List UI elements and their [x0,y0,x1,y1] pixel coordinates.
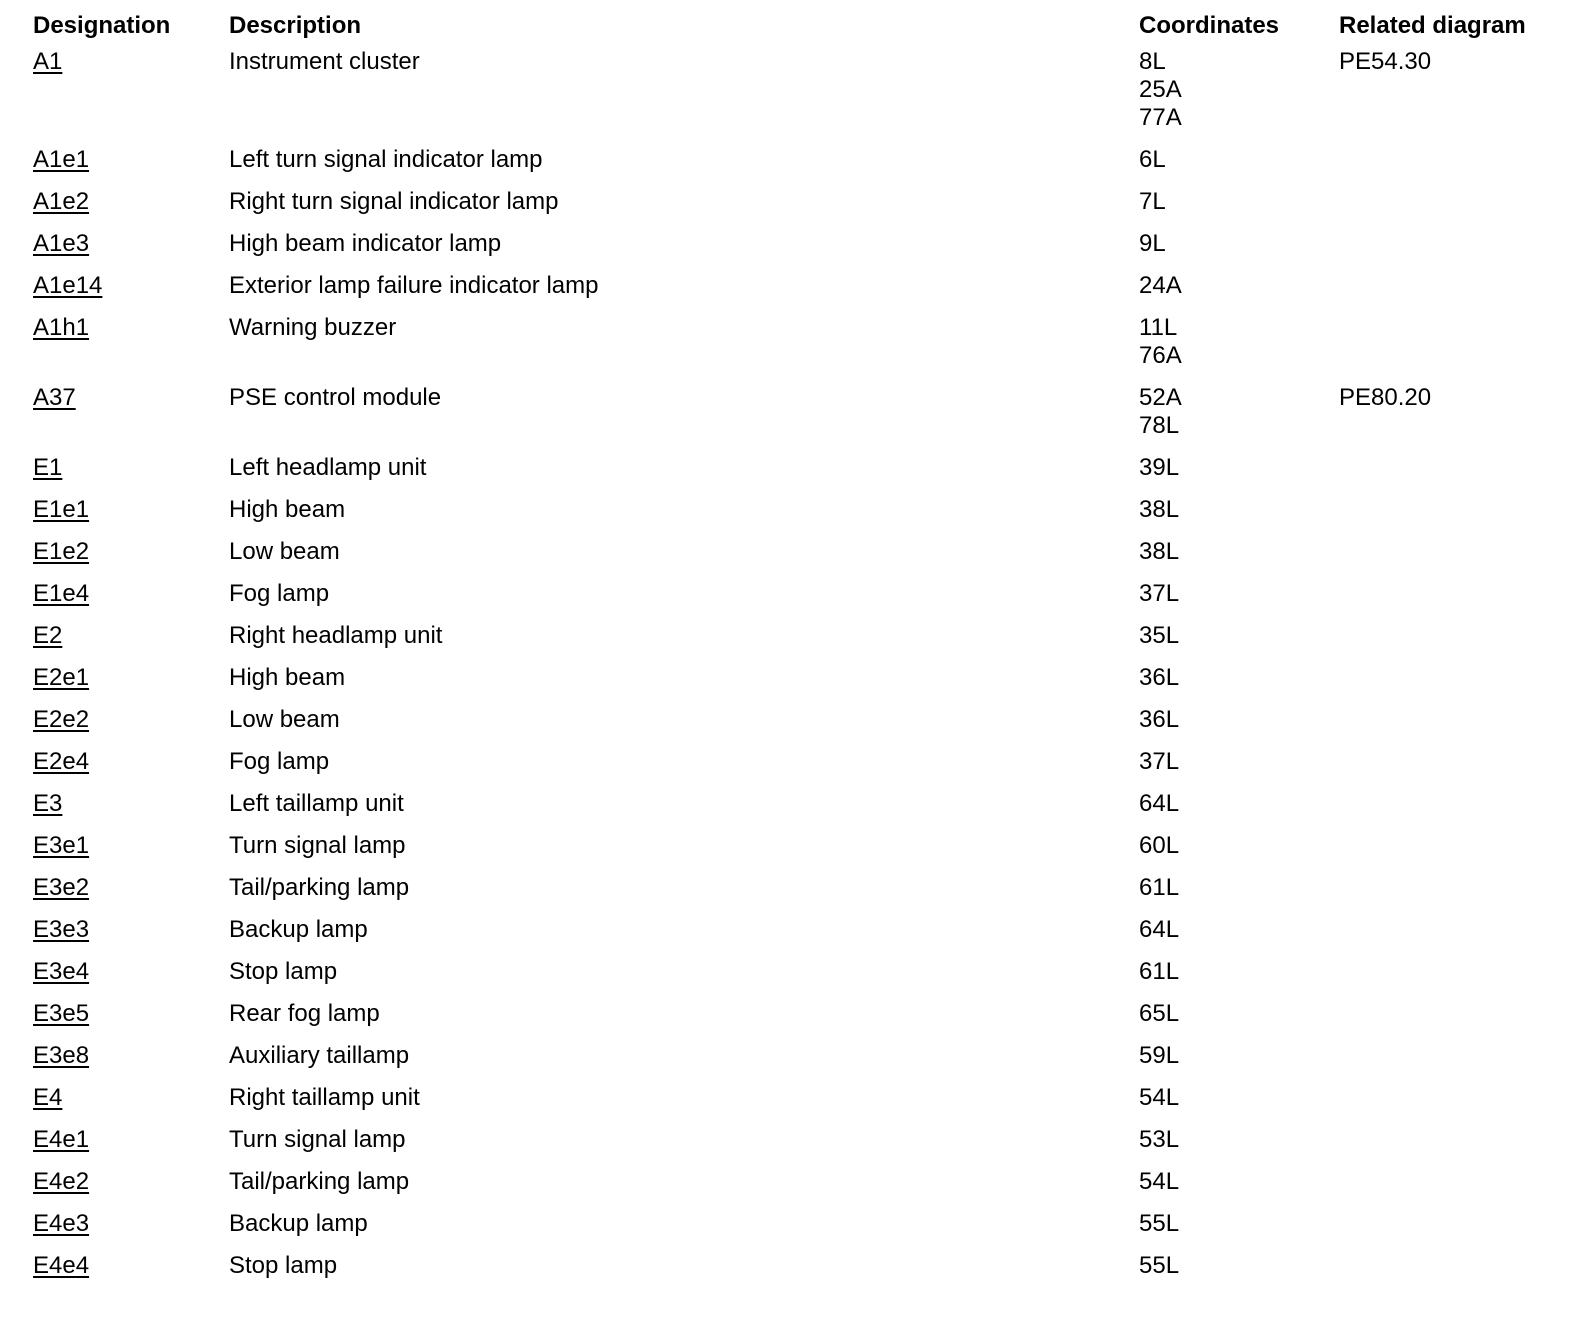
designation-link[interactable]: E4e1 [33,1126,90,1153]
related-diagram-cell [1339,496,1584,538]
table-row [0,1126,1584,1168]
coordinate-value: 37L [1139,580,1180,607]
header-row [0,12,1584,48]
designation-cell [33,748,229,790]
designation-link[interactable]: E1 [33,454,63,481]
row-spacer [0,706,33,748]
coordinates-cell [1139,874,1339,916]
coordinates-cell [1139,748,1339,790]
designation-link[interactable]: A37 [33,384,76,411]
related-diagram-cell [1339,874,1584,916]
coordinates-cell [1139,832,1339,874]
coordinates-cell [1139,188,1339,230]
row-spacer [0,1042,33,1084]
designation-cell [33,1042,229,1084]
description-cell: Stop lamp [229,958,338,985]
coordinate-value: 38L [1139,538,1180,565]
description-cell: Fog lamp [229,748,330,775]
related-diagram-cell [1339,538,1584,580]
related-diagram-cell [1339,748,1584,790]
table-row [0,916,1584,958]
row-spacer [0,790,33,832]
designation-link[interactable]: E2e2 [33,706,90,733]
coordinates-cell [1139,1000,1339,1042]
coordinates-cell [1139,790,1339,832]
designation-link[interactable]: A1e2 [33,188,90,215]
table-row [0,874,1584,916]
description-cell: Low beam [229,706,340,733]
coordinate-value: 36L [1139,664,1180,691]
designation-cell [33,496,229,538]
row-spacer [0,748,33,790]
description-cell: PSE control module [229,384,442,411]
row-spacer [0,454,33,496]
description-cell: Right headlamp unit [229,622,443,649]
coordinate-value: 6L [1139,146,1166,173]
table-row [0,706,1584,748]
designation-link[interactable]: A1e1 [33,146,90,173]
designation-cell [33,384,229,454]
component-legend-table [0,12,1584,1294]
table-row [0,1168,1584,1210]
description-cell: Backup lamp [229,1210,368,1237]
related-diagram-cell [1339,958,1584,1000]
description-cell: High beam [229,496,346,523]
row-spacer [0,916,33,958]
description-cell: Exterior lamp failure indicator lamp [229,272,599,299]
table-row [0,664,1584,706]
table-row [0,1000,1584,1042]
coordinate-value: 52A [1139,384,1182,411]
table-row [0,146,1584,188]
description-cell: Tail/parking lamp [229,874,410,901]
row-spacer [0,384,33,454]
designation-cell [33,1168,229,1210]
row-spacer [0,538,33,580]
table-row [0,496,1584,538]
coordinate-value: 54L [1139,1168,1180,1195]
row-spacer [0,958,33,1000]
description-cell: Low beam [229,538,340,565]
header-related-diagram: Related diagram [1339,12,1526,39]
table-row [0,314,1584,384]
description-cell: High beam indicator lamp [229,230,502,257]
related-diagram-cell [1339,1126,1584,1168]
table-row [0,188,1584,230]
description-cell: Rear fog lamp [229,1000,380,1027]
table-row [0,1042,1584,1084]
coordinate-value: 36L [1139,706,1180,733]
description-cell: High beam [229,664,346,691]
row-spacer [0,580,33,622]
table-body [0,48,1584,1294]
coordinates-cell [1139,48,1339,146]
row-spacer [0,664,33,706]
designation-cell [33,188,229,230]
header-coordinates: Coordinates [1139,12,1280,39]
table-row [0,958,1584,1000]
row-spacer [0,48,33,146]
coordinate-value: 61L [1139,874,1180,901]
designation-link[interactable]: E3e3 [33,916,90,943]
coordinate-value: 38L [1139,496,1180,523]
related-diagram-cell [1339,1084,1584,1126]
designation-link[interactable]: E2 [33,622,63,649]
header-description: Description [229,12,362,39]
table-row [0,230,1584,272]
table-row [0,454,1584,496]
designation-cell [33,1210,229,1252]
designation-link[interactable]: E4 [33,1084,63,1111]
coordinates-cell [1139,664,1339,706]
coordinates-cell [1139,580,1339,622]
description-cell: Turn signal lamp [229,1126,406,1153]
description-cell: Instrument cluster [229,48,420,75]
designation-cell [33,230,229,272]
related-diagram-cell [1339,580,1584,622]
coordinate-value: 39L [1139,454,1180,481]
description-cell: Left headlamp unit [229,454,427,481]
row-spacer [0,622,33,664]
related-diagram-cell [1339,1168,1584,1210]
coordinate-value: 60L [1139,832,1180,859]
coordinates-cell [1139,230,1339,272]
table-header [0,12,1584,48]
coordinate-value: 61L [1139,958,1180,985]
designation-link[interactable]: A1e3 [33,230,90,257]
designation-cell [33,874,229,916]
table-row [0,580,1584,622]
coordinates-cell [1139,272,1339,314]
related-diagram-cell: PE54.30 [1339,48,1432,75]
coordinates-cell [1139,1210,1339,1252]
row-spacer [0,314,33,384]
coordinates-cell [1139,496,1339,538]
table-row [0,1084,1584,1126]
related-diagram-cell [1339,790,1584,832]
designation-cell [33,916,229,958]
coordinates-cell [1139,1252,1339,1294]
row-spacer [0,272,33,314]
coordinate-value: 55L [1139,1210,1180,1237]
row-spacer [0,1000,33,1042]
coordinates-cell [1139,538,1339,580]
description-cell: Auxiliary taillamp [229,1042,410,1069]
coordinate-value: 76A [1139,342,1182,369]
designation-cell [33,1084,229,1126]
description-cell: Fog lamp [229,580,330,607]
description-cell: Left taillamp unit [229,790,404,817]
row-spacer [0,1126,33,1168]
coordinate-value: 25A [1139,76,1182,103]
designation-cell [33,1252,229,1294]
coordinate-value: 64L [1139,916,1180,943]
description-cell: Left turn signal indicator lamp [229,146,543,173]
description-cell: Stop lamp [229,1252,338,1279]
coordinates-cell [1139,916,1339,958]
related-diagram-cell [1339,314,1584,384]
coordinate-value: 9L [1139,230,1166,257]
designation-cell [33,1000,229,1042]
description-cell: Warning buzzer [229,314,397,341]
table-row [0,538,1584,580]
designation-link[interactable]: E3e4 [33,958,90,985]
table-row [0,384,1584,454]
table-row [0,832,1584,874]
description-cell: Turn signal lamp [229,832,406,859]
coordinates-cell [1139,1126,1339,1168]
description-cell: Right turn signal indicator lamp [229,188,559,215]
row-spacer [0,188,33,230]
coordinate-value: 37L [1139,748,1180,775]
table-row [0,790,1584,832]
header-spacer [0,12,33,48]
related-diagram-cell [1339,664,1584,706]
designation-cell [33,832,229,874]
coordinates-cell [1139,1084,1339,1126]
related-diagram-cell [1339,230,1584,272]
designation-cell [33,272,229,314]
related-diagram-cell [1339,916,1584,958]
coordinates-cell [1139,146,1339,188]
designation-link[interactable]: E4e2 [33,1168,90,1195]
coordinate-value: 64L [1139,790,1180,817]
row-spacer [0,1210,33,1252]
table-row [0,1210,1584,1252]
row-spacer [0,1252,33,1294]
coordinates-cell [1139,1042,1339,1084]
designation-cell [33,958,229,1000]
row-spacer [0,146,33,188]
related-diagram-cell [1339,272,1584,314]
designation-cell [33,580,229,622]
designation-cell [33,664,229,706]
coordinates-cell [1139,958,1339,1000]
row-spacer [0,874,33,916]
coordinate-value: 78L [1139,412,1180,439]
designation-link[interactable]: A1e14 [33,272,103,299]
designation-link[interactable]: E4e3 [33,1210,90,1237]
designation-link[interactable]: E1e2 [33,538,90,565]
coordinates-cell [1139,454,1339,496]
coordinate-value: 59L [1139,1042,1180,1069]
related-diagram-cell [1339,832,1584,874]
coordinate-value: 55L [1139,1252,1180,1279]
row-spacer [0,230,33,272]
related-diagram-cell: PE80.20 [1339,384,1432,411]
related-diagram-cell [1339,1042,1584,1084]
related-diagram-cell [1339,1000,1584,1042]
description-cell: Backup lamp [229,916,368,943]
coordinate-value: 53L [1139,1126,1180,1153]
designation-link[interactable]: E3e1 [33,832,90,859]
designation-cell [33,706,229,748]
table-row [0,272,1584,314]
related-diagram-cell [1339,1252,1584,1294]
description-cell: Tail/parking lamp [229,1168,410,1195]
coordinates-cell [1139,622,1339,664]
coordinate-value: 7L [1139,188,1166,215]
row-spacer [0,1084,33,1126]
designation-link[interactable]: E1e1 [33,496,90,523]
designation-cell [33,622,229,664]
coordinate-value: 11L [1139,314,1178,341]
table-row [0,748,1584,790]
table-row [0,48,1584,146]
designation-cell [33,454,229,496]
coordinate-value: 65L [1139,1000,1180,1027]
designation-cell [33,1126,229,1168]
designation-link[interactable]: A1 [33,48,63,75]
designation-cell [33,790,229,832]
related-diagram-cell [1339,622,1584,664]
designation-cell [33,146,229,188]
designation-link[interactable]: E3 [33,790,63,817]
table-row [0,622,1584,664]
related-diagram-cell [1339,188,1584,230]
designation-link[interactable]: E3e8 [33,1042,90,1069]
coordinate-value: 35L [1139,622,1180,649]
row-spacer [0,1168,33,1210]
coordinate-value: 54L [1139,1084,1180,1111]
row-spacer [0,832,33,874]
designation-link[interactable]: E4e4 [33,1252,90,1279]
designation-link[interactable]: E3e5 [33,1000,90,1027]
designation-cell [33,314,229,384]
related-diagram-cell [1339,454,1584,496]
designation-link[interactable]: E2e1 [33,664,90,691]
coordinates-cell [1139,1168,1339,1210]
coordinate-value: 24A [1139,272,1182,299]
related-diagram-cell [1339,706,1584,748]
table-row [0,1252,1584,1294]
description-cell: Right taillamp unit [229,1084,420,1111]
designation-link[interactable]: E1e4 [33,580,90,607]
coordinate-value: 77A [1139,104,1182,131]
designation-cell [33,48,229,146]
row-spacer [0,496,33,538]
designation-cell [33,538,229,580]
header-designation: Designation [33,12,171,39]
related-diagram-cell [1339,1210,1584,1252]
designation-link[interactable]: E2e4 [33,748,90,775]
coordinate-value: 8L [1139,48,1166,75]
designation-link[interactable]: A1h1 [33,314,90,341]
coordinates-cell [1139,706,1339,748]
designation-link[interactable]: E3e2 [33,874,90,901]
coordinates-cell [1139,384,1339,454]
coordinates-cell [1139,314,1339,384]
related-diagram-cell [1339,146,1584,188]
